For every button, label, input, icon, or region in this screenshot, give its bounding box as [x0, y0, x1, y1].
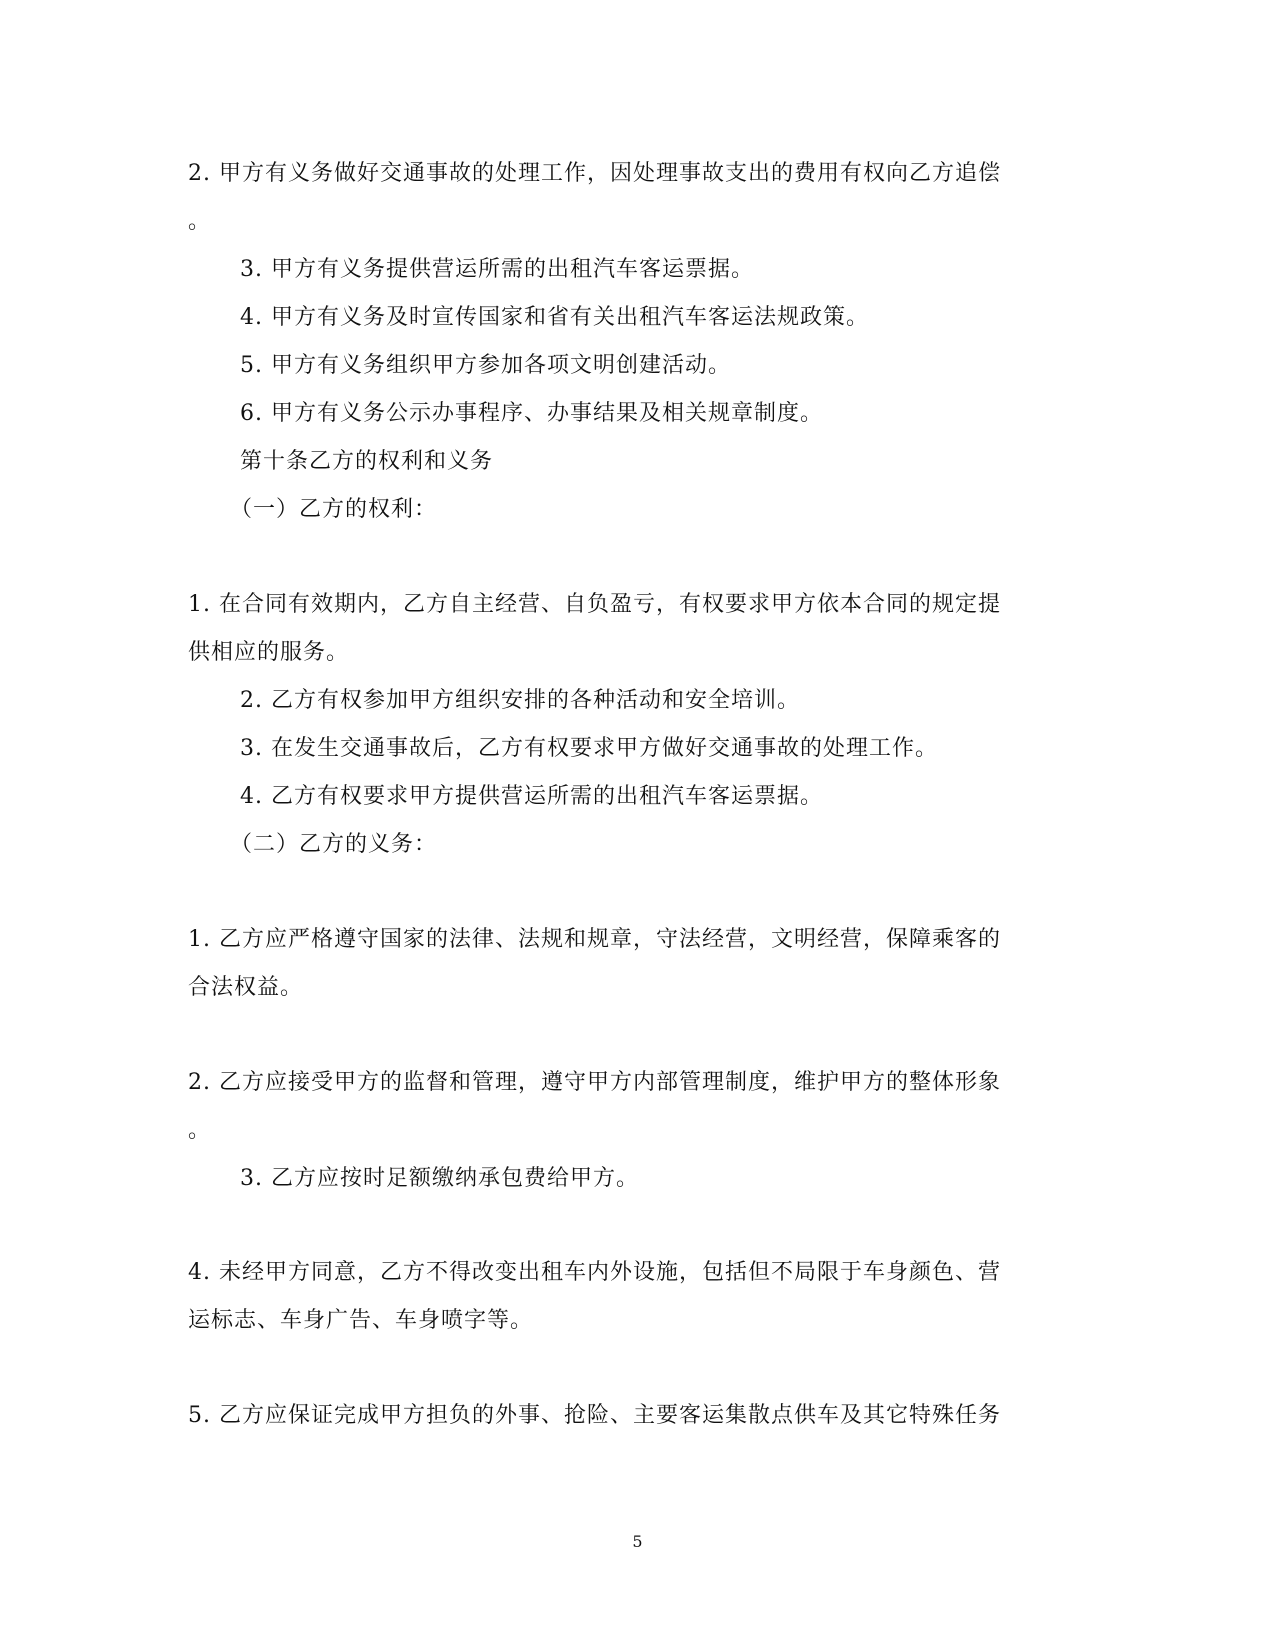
- subsection-heading: （一）乙方的权利：: [230, 497, 438, 522]
- paragraph-line: 5. 乙方应保证完成甲方担负的外事、抢险、主要客运集散点供车及其它特殊任务: [188, 1403, 1001, 1428]
- paragraph-line: 供相应的服务。: [188, 640, 350, 665]
- paragraph-line: 合法权益。: [188, 975, 304, 1000]
- paragraph-line: 。: [188, 209, 212, 234]
- paragraph-line: 6. 甲方有义务公示办事程序、办事结果及相关规章制度。: [240, 401, 823, 426]
- section-heading: 第十条乙方的权利和义务: [240, 449, 494, 474]
- subsection-heading: （二）乙方的义务：: [230, 832, 438, 857]
- paragraph-line: 3. 在发生交通事故后，乙方有权要求甲方做好交通事故的处理工作。: [240, 736, 938, 761]
- page-number: 5: [632, 1532, 643, 1551]
- paragraph-line: 运标志、车身广告、车身喷字等。: [188, 1308, 534, 1333]
- paragraph-line: 3. 乙方应按时足额缴纳承包费给甲方。: [240, 1166, 639, 1191]
- paragraph-line: 5. 甲方有义务组织甲方参加各项文明创建活动。: [240, 353, 731, 378]
- paragraph-line: 2. 甲方有义务做好交通事故的处理工作，因处理事故支出的费用有权向乙方追偿: [188, 161, 1001, 186]
- paragraph-line: 3. 甲方有义务提供营运所需的出租汽车客运票据。: [240, 257, 754, 282]
- paragraph-line: 2. 乙方有权参加甲方组织安排的各种活动和安全培训。: [240, 688, 800, 713]
- paragraph-line: 。: [188, 1118, 212, 1143]
- paragraph-line: 1. 乙方应严格遵守国家的法律、法规和规章，守法经营，文明经营，保障乘客的: [188, 927, 1001, 952]
- paragraph-line: 1. 在合同有效期内，乙方自主经营、自负盈亏，有权要求甲方依本合同的规定提: [188, 592, 1001, 617]
- paragraph-line: 4. 未经甲方同意，乙方不得改变出租车内外设施，包括但不局限于车身颜色、营: [188, 1260, 1001, 1285]
- paragraph-line: 4. 甲方有义务及时宣传国家和省有关出租汽车客运法规政策。: [240, 305, 869, 330]
- paragraph-line: 2. 乙方应接受甲方的监督和管理，遵守甲方内部管理制度，维护甲方的整体形象: [188, 1070, 1001, 1095]
- paragraph-line: 4. 乙方有权要求甲方提供营运所需的出租汽车客运票据。: [240, 784, 823, 809]
